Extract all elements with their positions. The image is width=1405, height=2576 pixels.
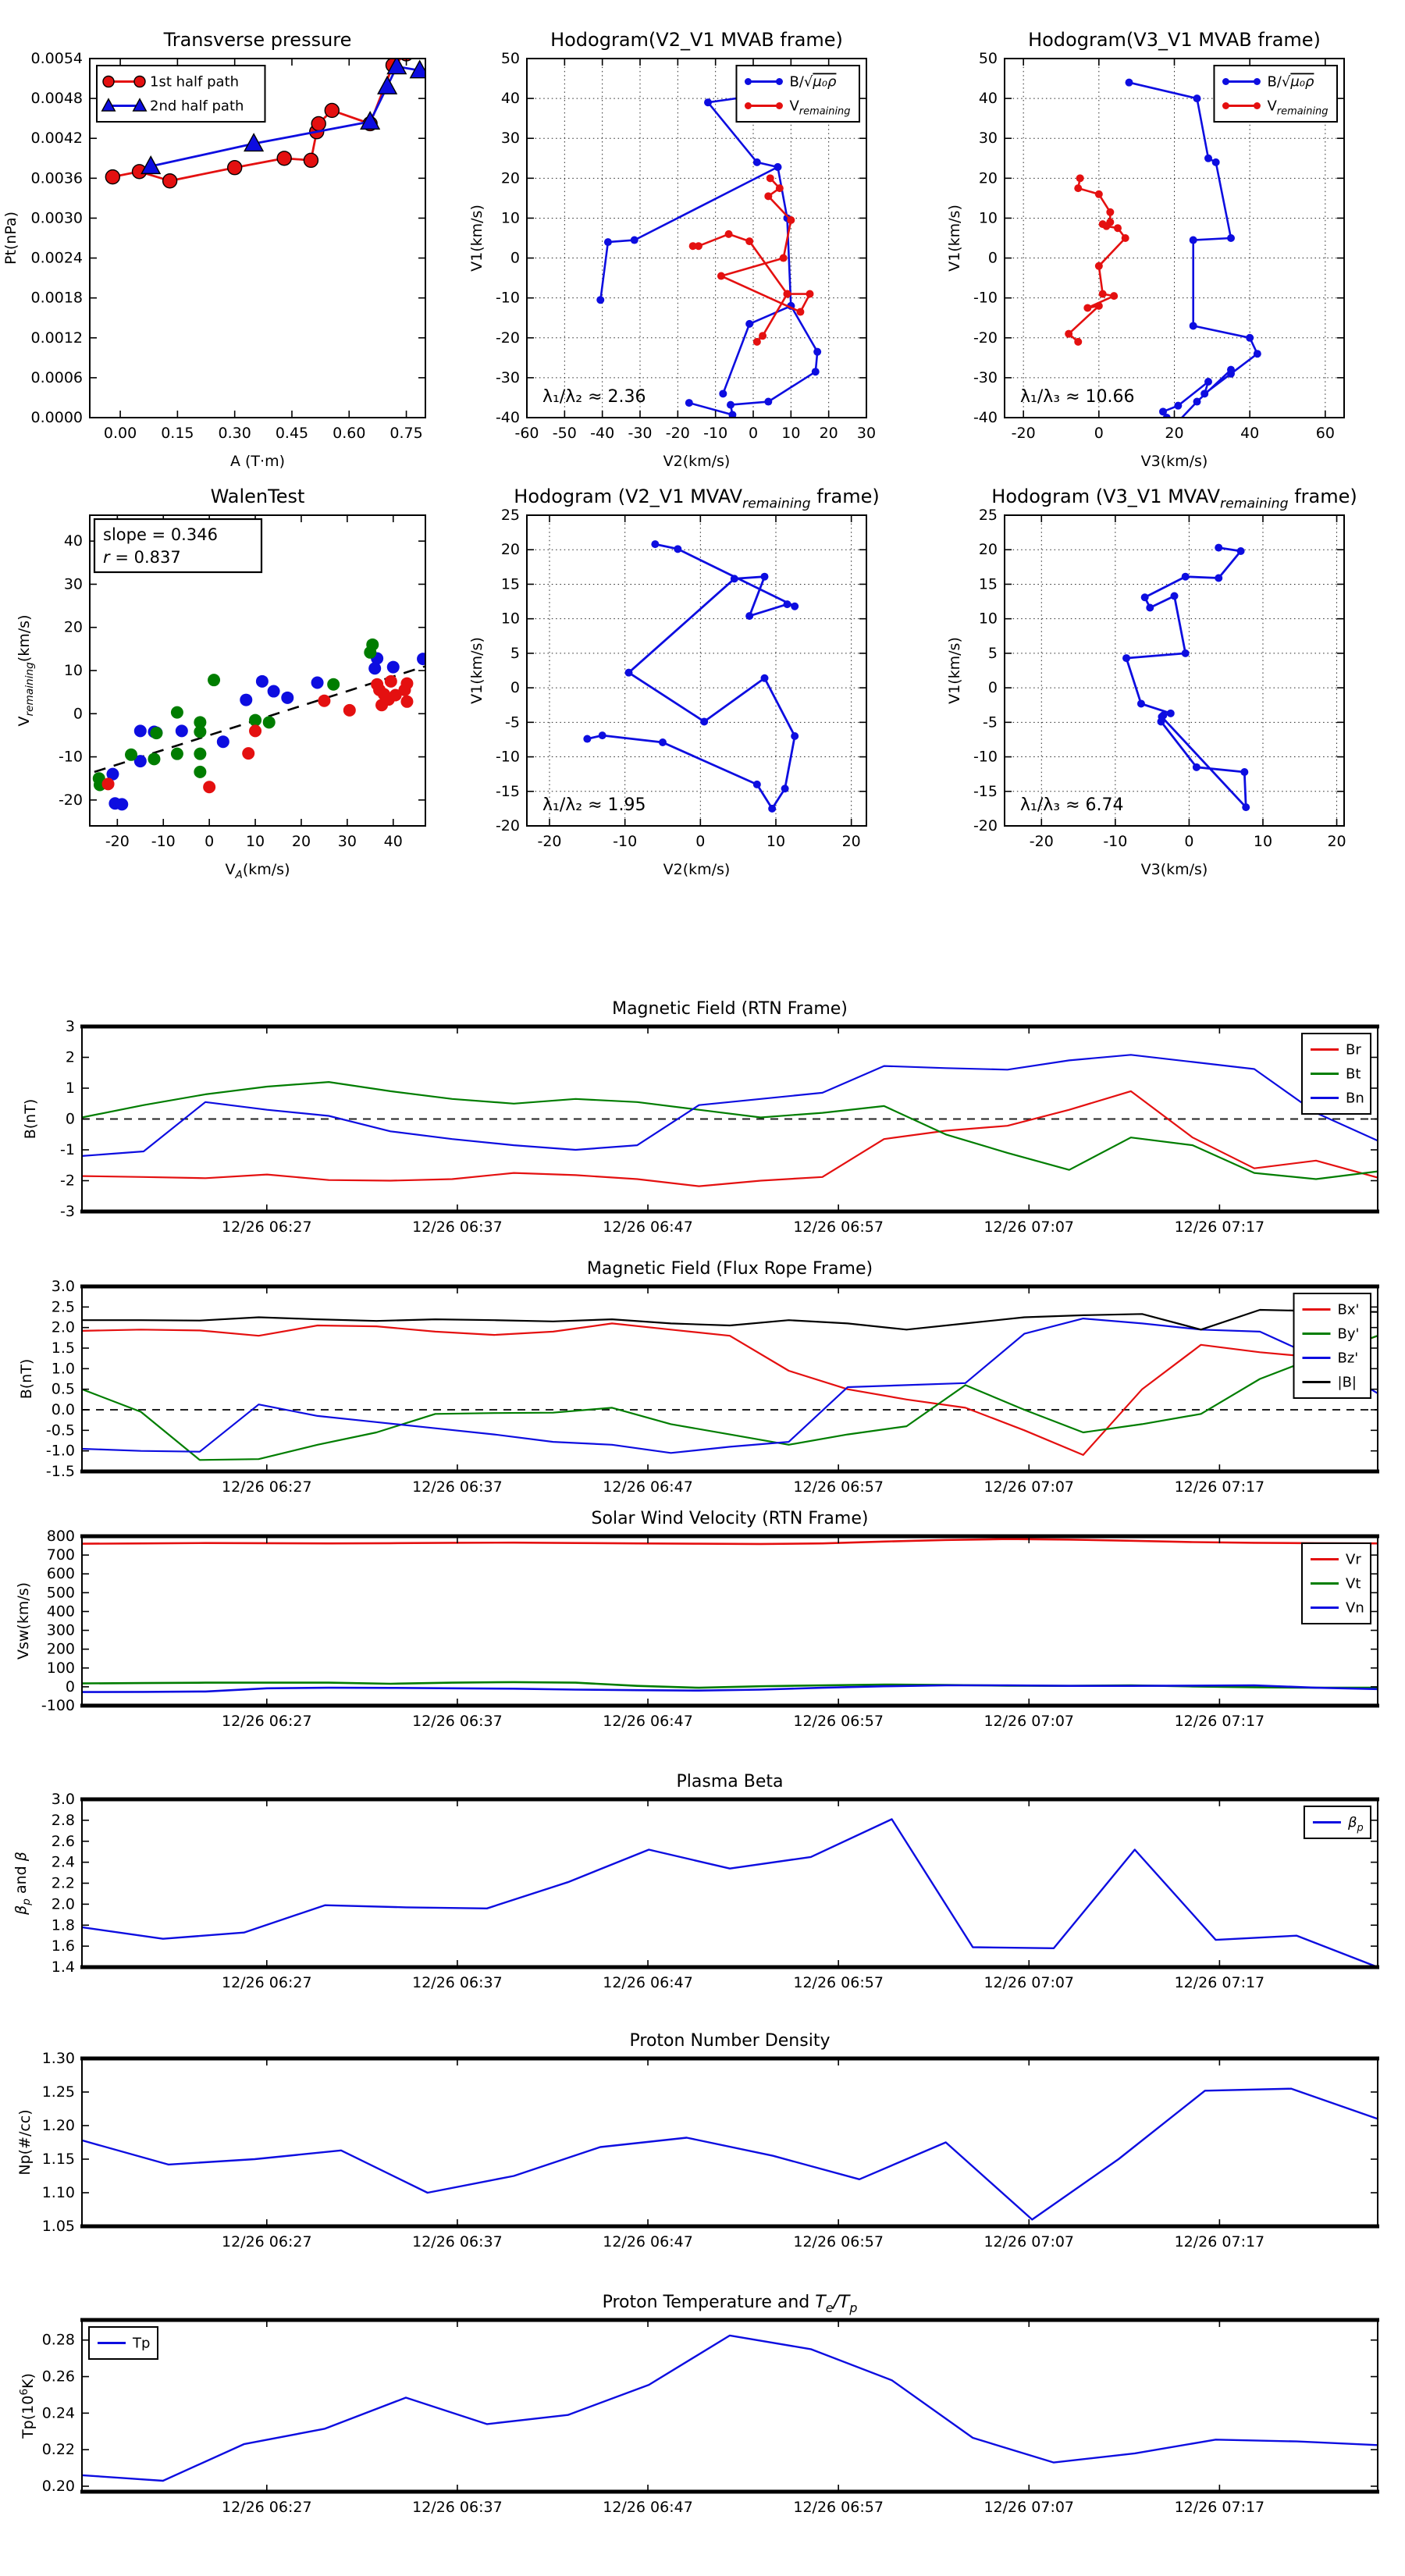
svg-text:0.5: 0.5 bbox=[51, 1380, 75, 1398]
svg-text:12/26 06:57: 12/26 06:57 bbox=[793, 2499, 884, 2516]
svg-text:3.0: 3.0 bbox=[51, 1791, 75, 1808]
hodogram-v3v1-mvab-plot bbox=[937, 0, 1405, 500]
svg-text:-10: -10 bbox=[58, 748, 83, 766]
svg-text:10: 10 bbox=[500, 209, 520, 227]
svg-text:12/26 07:07: 12/26 07:07 bbox=[984, 1478, 1075, 1496]
svg-text:12/26 06:47: 12/26 06:47 bbox=[603, 1974, 693, 1991]
svg-text:12/26 06:47: 12/26 06:47 bbox=[603, 1219, 693, 1236]
svg-text:50: 50 bbox=[978, 50, 998, 67]
pt-title: Transverse pressure bbox=[163, 29, 352, 51]
svg-text:12/26 06:37: 12/26 06:37 bbox=[412, 1478, 503, 1496]
svg-text:βp: $\beta_p$ bbox=[1347, 1814, 1364, 1834]
hodogram-v2v1-mvab-plot bbox=[468, 0, 921, 500]
svg-text:Vr: Vr bbox=[1346, 1551, 1361, 1568]
svg-text:40: 40 bbox=[383, 833, 403, 850]
svg-text:12/26 07:17: 12/26 07:17 bbox=[1174, 2499, 1265, 2516]
svg-text:-30: -30 bbox=[495, 368, 520, 386]
svg-text:Bn: Bn bbox=[1346, 1090, 1364, 1107]
svg-text:12/26 06:57: 12/26 06:57 bbox=[793, 1478, 884, 1496]
svg-text:-40: -40 bbox=[590, 425, 615, 442]
svg-text:12/26 07:17: 12/26 07:17 bbox=[1174, 1478, 1265, 1496]
svg-text:1.4: 1.4 bbox=[51, 1959, 75, 1976]
svg-text:3.0: 3.0 bbox=[51, 1278, 75, 1295]
svg-text:-10: -10 bbox=[973, 748, 998, 766]
svg-text:B/√μ₀ρ: B/√μ₀ρ bbox=[789, 73, 837, 91]
beta-title: Plasma Beta bbox=[676, 1772, 784, 1791]
svg-text:0: 0 bbox=[73, 705, 83, 723]
plasma-beta-plot bbox=[0, 1756, 1405, 2014]
svg-text:0.0: 0.0 bbox=[51, 1401, 75, 1418]
svg-text:-50: -50 bbox=[552, 425, 577, 442]
svg-text:-1: -1 bbox=[60, 1141, 75, 1158]
svg-text:20: 20 bbox=[978, 541, 998, 559]
svg-text:0.28: 0.28 bbox=[41, 2331, 75, 2349]
svg-text:12/26 06:57: 12/26 06:57 bbox=[793, 1219, 884, 1236]
svg-text:-30: -30 bbox=[973, 368, 998, 386]
svg-text:Bx': Bx' bbox=[1337, 1301, 1360, 1318]
svg-text:10: 10 bbox=[978, 209, 998, 227]
svg-text:2.0: 2.0 bbox=[51, 1895, 75, 1913]
svg-text:Br: Br bbox=[1346, 1041, 1361, 1059]
hodogram-v3v1-mvav-plot bbox=[937, 486, 1405, 937]
svg-text:0.0000: 0.0000 bbox=[30, 409, 83, 426]
svg-text:Bz': Bz' bbox=[1337, 1350, 1359, 1367]
solar-wind-velocity-plot bbox=[0, 1507, 1405, 1756]
svg-text:0: 0 bbox=[1184, 833, 1194, 850]
svg-text:0: 0 bbox=[1094, 425, 1104, 442]
hod2b-annotation: λ₁/λ₂ ≈ 2.36 bbox=[542, 387, 646, 407]
svg-text:12/26 06:37: 12/26 06:37 bbox=[412, 1219, 503, 1236]
svg-text:-100: -100 bbox=[41, 1697, 75, 1714]
svg-text:Bt: Bt bbox=[1346, 1066, 1361, 1083]
svg-text:0: 0 bbox=[695, 833, 706, 850]
svg-text:2nd half path: 2nd half path bbox=[150, 98, 244, 115]
svg-text:-10: -10 bbox=[495, 748, 520, 766]
svg-text:Vt: Vt bbox=[1346, 1575, 1361, 1592]
svg-text:1.05: 1.05 bbox=[41, 2218, 75, 2235]
svg-text:-30: -30 bbox=[628, 425, 653, 442]
magnetic-field-fluxrope-plot bbox=[0, 1249, 1405, 1507]
svg-text:1.20: 1.20 bbox=[41, 2117, 75, 2134]
svg-text:20: 20 bbox=[63, 618, 83, 636]
svg-text:12/26 06:37: 12/26 06:37 bbox=[412, 1713, 503, 1730]
svg-text:1.25: 1.25 bbox=[41, 2083, 75, 2101]
svg-text:Vn: Vn bbox=[1346, 1599, 1364, 1617]
svg-text:0.0006: 0.0006 bbox=[30, 368, 83, 386]
svg-text:2: 2 bbox=[65, 1048, 75, 1066]
svg-text:1: 1 bbox=[65, 1080, 75, 1097]
svg-text:1.30: 1.30 bbox=[41, 2050, 75, 2067]
svg-text:2.8: 2.8 bbox=[51, 1811, 75, 1829]
svg-text:-2: -2 bbox=[60, 1172, 75, 1190]
hod2b-xlabel: V2(km/s) bbox=[663, 453, 731, 470]
hod3v-ylabel: V1(km/s) bbox=[946, 637, 963, 704]
svg-text:10: 10 bbox=[63, 662, 83, 679]
svg-text:600: 600 bbox=[46, 1565, 75, 1583]
svg-text:0.75: 0.75 bbox=[389, 425, 423, 442]
svg-text:10: 10 bbox=[500, 610, 520, 628]
vsw-title: Solar Wind Velocity (RTN Frame) bbox=[591, 1509, 869, 1528]
svg-text:slope = 0.346: slope = 0.346 bbox=[103, 525, 218, 544]
svg-text:-10: -10 bbox=[151, 833, 176, 850]
svg-text:-20: -20 bbox=[1029, 833, 1054, 850]
svg-text:-15: -15 bbox=[973, 782, 998, 800]
svg-text:-60: -60 bbox=[514, 425, 539, 442]
svg-text:30: 30 bbox=[978, 130, 998, 148]
hod3b-ylabel: V1(km/s) bbox=[946, 205, 963, 272]
svg-text:1.15: 1.15 bbox=[41, 2151, 75, 2168]
hod3v-annotation: λ₁/λ₃ ≈ 6.74 bbox=[1020, 795, 1124, 815]
svg-text:12/26 06:37: 12/26 06:37 bbox=[412, 2233, 503, 2250]
svg-text:r = 0.837: r = 0.837 bbox=[103, 548, 181, 567]
svg-text:12/26 07:07: 12/26 07:07 bbox=[984, 1219, 1075, 1236]
svg-text:20: 20 bbox=[1165, 425, 1184, 442]
svg-text:5: 5 bbox=[510, 644, 520, 662]
tp-ylabel: $Tp(10^6K)$ bbox=[17, 2373, 37, 2439]
svg-text:0.0036: 0.0036 bbox=[30, 169, 83, 187]
svg-text:-10: -10 bbox=[973, 289, 998, 307]
svg-text:12/26 06:47: 12/26 06:47 bbox=[603, 2233, 693, 2250]
pt-xlabel: A (T·m) bbox=[229, 453, 286, 470]
svg-text:0.0054: 0.0054 bbox=[30, 50, 83, 67]
svg-text:1st half path: 1st half path bbox=[150, 73, 240, 91]
tp-title: Proton Temperature and $T_e/T_p$ bbox=[602, 2293, 858, 2315]
svg-text:|B|: |B| bbox=[1337, 1374, 1357, 1391]
svg-text:10: 10 bbox=[1253, 833, 1273, 850]
svg-text:12/26 07:17: 12/26 07:17 bbox=[1174, 2233, 1265, 2250]
hod3b-title: Hodogram(V3_V1 MVAB frame) bbox=[1028, 29, 1321, 51]
hod2b-ylabel: V1(km/s) bbox=[468, 205, 486, 272]
svg-text:-20: -20 bbox=[495, 329, 520, 347]
svg-text:-10: -10 bbox=[495, 289, 520, 307]
svg-text:12/26 07:17: 12/26 07:17 bbox=[1174, 1974, 1265, 1991]
svg-text:0: 0 bbox=[987, 249, 998, 267]
svg-text:-10: -10 bbox=[613, 833, 638, 850]
svg-text:12/26 06:27: 12/26 06:27 bbox=[222, 1974, 312, 1991]
svg-text:5: 5 bbox=[987, 644, 998, 662]
svg-text:0.0024: 0.0024 bbox=[30, 249, 83, 267]
svg-text:40: 40 bbox=[1240, 425, 1260, 442]
svg-text:12/26 06:57: 12/26 06:57 bbox=[793, 2233, 884, 2250]
svg-text:60: 60 bbox=[1315, 425, 1335, 442]
svg-text:20: 20 bbox=[978, 169, 998, 187]
svg-text:12/26 06:57: 12/26 06:57 bbox=[793, 1713, 884, 1730]
np-title: Proton Number Density bbox=[629, 2031, 831, 2051]
hod3v-xlabel: V3(km/s) bbox=[1140, 861, 1208, 878]
svg-text:12/26 07:07: 12/26 07:07 bbox=[984, 1974, 1075, 1991]
svg-text:0: 0 bbox=[987, 679, 998, 697]
svg-text:0: 0 bbox=[510, 249, 520, 267]
svg-text:-10: -10 bbox=[703, 425, 728, 442]
beta-ylabel: $\beta_p$ and β bbox=[12, 1852, 34, 1915]
svg-text:3: 3 bbox=[65, 1018, 75, 1035]
svg-text:12/26 06:27: 12/26 06:27 bbox=[222, 1219, 312, 1236]
svg-text:15: 15 bbox=[978, 575, 998, 593]
svg-text:-0.5: -0.5 bbox=[45, 1421, 75, 1439]
svg-text:20: 20 bbox=[500, 169, 520, 187]
svg-text:0.22: 0.22 bbox=[41, 2441, 75, 2459]
svg-text:Tp: Tp bbox=[133, 2335, 151, 2352]
svg-text:-20: -20 bbox=[973, 817, 998, 834]
svg-text:12/26 06:27: 12/26 06:27 bbox=[222, 2233, 312, 2250]
svg-text:0: 0 bbox=[65, 1110, 75, 1128]
svg-text:-20: -20 bbox=[1011, 425, 1036, 442]
svg-text:B/√μ₀ρ: B/√μ₀ρ bbox=[1267, 73, 1314, 91]
vsw-ylabel: Vsw(km/s) bbox=[15, 1582, 32, 1660]
svg-text:12/26 07:17: 12/26 07:17 bbox=[1174, 1713, 1265, 1730]
hod2v-title: Hodogram (V2_V1 $MVAV_{remaining}$ frame) bbox=[514, 486, 880, 512]
svg-text:700: 700 bbox=[46, 1546, 75, 1564]
svg-text:1.10: 1.10 bbox=[41, 2184, 75, 2201]
svg-text:0.24: 0.24 bbox=[41, 2404, 75, 2422]
pt-ylabel: Pt(nPa) bbox=[2, 211, 20, 265]
hod2v-annotation: λ₁/λ₂ ≈ 1.95 bbox=[542, 795, 646, 815]
svg-text:20: 20 bbox=[819, 425, 838, 442]
svg-text:0.0030: 0.0030 bbox=[30, 209, 83, 227]
svg-text:50: 50 bbox=[500, 50, 520, 67]
svg-text:0: 0 bbox=[748, 425, 759, 442]
hodogram-v2v1-mvav-plot bbox=[468, 486, 921, 937]
svg-text:-20: -20 bbox=[537, 833, 562, 850]
svg-text:Vremaining: $V_{remaining}$ bbox=[1267, 98, 1329, 118]
svg-text:12/26 06:47: 12/26 06:47 bbox=[603, 1478, 693, 1496]
hod3b-annotation: λ₁/λ₃ ≈ 10.66 bbox=[1020, 387, 1135, 407]
svg-text:0.60: 0.60 bbox=[333, 425, 366, 442]
proton-density-plot bbox=[0, 2014, 1405, 2272]
svg-text:Vremaining: $V_{remaining}$ bbox=[789, 98, 851, 118]
svg-text:30: 30 bbox=[63, 575, 83, 593]
svg-text:40: 40 bbox=[978, 90, 998, 108]
bfr-title: Magnetic Field (Flux Rope Frame) bbox=[586, 1259, 873, 1279]
svg-text:0.0012: 0.0012 bbox=[30, 329, 83, 347]
svg-text:2.0: 2.0 bbox=[51, 1318, 75, 1336]
svg-text:400: 400 bbox=[46, 1603, 75, 1621]
svg-text:500: 500 bbox=[46, 1584, 75, 1602]
svg-text:20: 20 bbox=[500, 541, 520, 559]
svg-text:0.0018: 0.0018 bbox=[30, 289, 83, 307]
svg-text:2.4: 2.4 bbox=[51, 1853, 75, 1871]
walen-ylabel: $V_{remaining}(km/s)$ bbox=[16, 614, 37, 727]
svg-text:20: 20 bbox=[841, 833, 861, 850]
svg-text:-5: -5 bbox=[505, 713, 520, 731]
svg-text:25: 25 bbox=[978, 507, 998, 524]
svg-text:-10: -10 bbox=[1103, 833, 1128, 850]
svg-text:12/26 07:07: 12/26 07:07 bbox=[984, 1713, 1075, 1730]
svg-text:20: 20 bbox=[1327, 833, 1346, 850]
svg-text:200: 200 bbox=[46, 1640, 75, 1658]
np-ylabel: Np(#/cc) bbox=[16, 2109, 34, 2176]
svg-text:12/26 07:17: 12/26 07:17 bbox=[1174, 1219, 1265, 1236]
svg-text:25: 25 bbox=[500, 507, 520, 524]
hod3b-xlabel: V3(km/s) bbox=[1140, 453, 1208, 470]
svg-text:12/26 07:07: 12/26 07:07 bbox=[984, 2499, 1075, 2516]
walen-title: WalenTest bbox=[210, 486, 305, 507]
svg-text:300: 300 bbox=[46, 1621, 75, 1639]
brtn-ylabel: B(nT) bbox=[22, 1098, 39, 1140]
svg-text:1.8: 1.8 bbox=[51, 1916, 75, 1934]
svg-text:-20: -20 bbox=[665, 425, 690, 442]
svg-text:-5: -5 bbox=[983, 713, 998, 731]
svg-text:-1.5: -1.5 bbox=[45, 1463, 75, 1480]
svg-text:12/26 06:47: 12/26 06:47 bbox=[603, 2499, 693, 2516]
svg-text:10: 10 bbox=[245, 833, 265, 850]
svg-text:30: 30 bbox=[500, 130, 520, 148]
svg-text:12/26 06:37: 12/26 06:37 bbox=[412, 2499, 503, 2516]
svg-text:-20: -20 bbox=[495, 817, 520, 834]
svg-text:1.5: 1.5 bbox=[51, 1340, 75, 1357]
svg-text:-40: -40 bbox=[973, 409, 998, 426]
svg-text:0: 0 bbox=[205, 833, 215, 850]
svg-text:20: 20 bbox=[291, 833, 311, 850]
svg-text:30: 30 bbox=[337, 833, 357, 850]
svg-text:15: 15 bbox=[500, 575, 520, 593]
svg-text:0.30: 0.30 bbox=[218, 425, 251, 442]
svg-text:800: 800 bbox=[46, 1528, 75, 1545]
magnetic-field-rtn-plot bbox=[0, 968, 1405, 1249]
svg-text:1.6: 1.6 bbox=[51, 1937, 75, 1955]
svg-text:0.15: 0.15 bbox=[161, 425, 194, 442]
svg-text:0: 0 bbox=[510, 679, 520, 697]
svg-text:-1.0: -1.0 bbox=[45, 1442, 75, 1460]
svg-text:-40: -40 bbox=[495, 409, 520, 426]
hod2v-ylabel: V1(km/s) bbox=[468, 637, 486, 704]
svg-text:0.0042: 0.0042 bbox=[30, 130, 83, 148]
svg-text:2.5: 2.5 bbox=[51, 1298, 75, 1316]
walen-test-plot bbox=[0, 486, 500, 937]
svg-text:-20: -20 bbox=[58, 791, 83, 809]
svg-text:0.45: 0.45 bbox=[275, 425, 309, 442]
svg-text:-20: -20 bbox=[105, 833, 130, 850]
hod2b-title: Hodogram(V2_V1 MVAB frame) bbox=[550, 29, 843, 51]
svg-text:12/26 06:37: 12/26 06:37 bbox=[412, 1974, 503, 1991]
bfr-ylabel: B(nT) bbox=[18, 1358, 35, 1400]
svg-text:1.0: 1.0 bbox=[51, 1360, 75, 1378]
svg-text:12/26 07:07: 12/26 07:07 bbox=[984, 2233, 1075, 2250]
transverse-pressure-plot bbox=[0, 0, 500, 500]
hod3v-title: Hodogram (V3_V1 $MVAV_{remaining}$ frame) bbox=[991, 486, 1357, 512]
svg-text:-15: -15 bbox=[495, 782, 520, 800]
svg-text:12/26 06:27: 12/26 06:27 bbox=[222, 1713, 312, 1730]
svg-text:10: 10 bbox=[978, 610, 998, 628]
svg-text:100: 100 bbox=[46, 1659, 75, 1677]
svg-text:0.00: 0.00 bbox=[103, 425, 137, 442]
svg-text:0.0048: 0.0048 bbox=[30, 90, 83, 108]
hod2v-xlabel: V2(km/s) bbox=[663, 861, 731, 878]
svg-text:30: 30 bbox=[856, 425, 877, 442]
svg-text:12/26 06:57: 12/26 06:57 bbox=[793, 1974, 884, 1991]
svg-text:0.20: 0.20 bbox=[41, 2477, 75, 2495]
svg-text:-20: -20 bbox=[973, 329, 998, 347]
svg-text:40: 40 bbox=[63, 532, 83, 550]
svg-text:-3: -3 bbox=[60, 1203, 75, 1220]
svg-text:12/26 06:47: 12/26 06:47 bbox=[603, 1713, 693, 1730]
svg-text:By': By' bbox=[1337, 1325, 1360, 1343]
svg-text:2.6: 2.6 bbox=[51, 1832, 75, 1850]
svg-text:0.26: 0.26 bbox=[41, 2368, 75, 2386]
svg-text:12/26 06:27: 12/26 06:27 bbox=[222, 1478, 312, 1496]
brtn-title: Magnetic Field (RTN Frame) bbox=[612, 999, 848, 1019]
svg-text:10: 10 bbox=[781, 425, 801, 442]
svg-text:0: 0 bbox=[65, 1678, 75, 1695]
svg-text:40: 40 bbox=[500, 90, 520, 108]
proton-temperature-plot bbox=[0, 2272, 1405, 2545]
walen-xlabel: $V_A(km/s)$ bbox=[225, 861, 290, 882]
svg-text:12/26 06:27: 12/26 06:27 bbox=[222, 2499, 312, 2516]
svg-text:2.2: 2.2 bbox=[51, 1874, 75, 1892]
svg-text:10: 10 bbox=[766, 833, 786, 850]
